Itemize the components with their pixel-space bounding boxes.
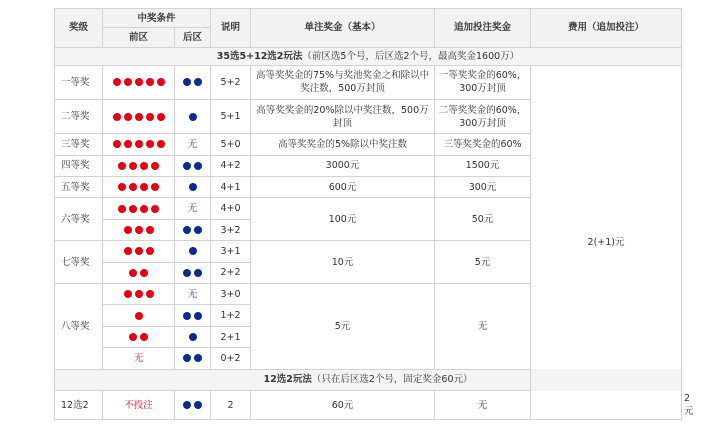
desc-cell: 1+2 xyxy=(211,305,251,326)
red-ball-icon xyxy=(129,269,137,277)
back-balls xyxy=(175,284,211,305)
level-cell: 八等奖 xyxy=(55,284,103,370)
extra-prize-cell: 二等奖奖金的60%，300万封顶 xyxy=(435,99,531,133)
desc-cell: 2+2 xyxy=(211,262,251,283)
front-balls xyxy=(103,348,175,369)
front-balls xyxy=(103,134,175,155)
red-ball-icon xyxy=(157,113,165,121)
front-balls xyxy=(103,198,175,219)
front-balls xyxy=(103,65,175,99)
level-cell: 二等奖 xyxy=(55,99,103,133)
blue-ball-icon xyxy=(183,162,191,170)
desc-cell: 2+1 xyxy=(211,326,251,347)
red-ball-icon xyxy=(157,140,165,148)
red-ball-icon xyxy=(129,162,137,170)
front-balls xyxy=(103,219,175,240)
desc-cell: 2 xyxy=(211,391,251,420)
red-ball-icon xyxy=(124,290,132,298)
header-level: 奖级 xyxy=(55,9,103,48)
desc-cell: 4+1 xyxy=(211,177,251,198)
desc-cell: 5+1 xyxy=(211,99,251,133)
section-title-1: 35选5+12选2玩法（前区选5个号，后区选2个号，最高奖金1600万） xyxy=(55,47,682,65)
desc-cell: 4+2 xyxy=(211,155,251,176)
none-label: 不投注 xyxy=(124,399,153,411)
red-ball-icon xyxy=(151,183,159,191)
front-balls xyxy=(103,284,175,305)
extra-prize-cell: 三等奖奖金的60% xyxy=(435,134,531,155)
level-cell: 七等奖 xyxy=(55,241,103,284)
red-ball-icon xyxy=(146,113,154,121)
back-balls xyxy=(175,326,211,347)
blue-ball-icon xyxy=(189,333,197,341)
red-ball-icon xyxy=(113,113,121,121)
red-ball-icon xyxy=(151,205,159,213)
level-cell: 五等奖 xyxy=(55,177,103,198)
blue-ball-icon xyxy=(183,226,191,234)
single-prize-cell: 60元 xyxy=(251,391,435,420)
blue-ball-icon xyxy=(183,312,191,320)
level-cell: 六等奖 xyxy=(55,198,103,241)
desc-cell: 3+0 xyxy=(211,284,251,305)
extra-prize-cell: 5元 xyxy=(435,241,531,284)
blue-ball-icon xyxy=(194,162,202,170)
red-ball-icon xyxy=(135,140,143,148)
level-cell: 三等奖 xyxy=(55,134,103,155)
red-ball-icon xyxy=(146,140,154,148)
blue-ball-icon xyxy=(183,401,191,409)
back-balls xyxy=(175,198,211,219)
red-ball-icon xyxy=(140,183,148,191)
front-balls xyxy=(103,177,175,198)
blue-ball-icon xyxy=(183,269,191,277)
extra-prize-cell: 无 xyxy=(435,284,531,370)
red-ball-icon xyxy=(118,205,126,213)
back-balls xyxy=(175,305,211,326)
header-single: 单注奖金（基本） xyxy=(251,9,435,48)
blue-ball-icon xyxy=(189,113,197,121)
blue-ball-icon xyxy=(194,78,202,86)
red-ball-icon xyxy=(146,226,154,234)
prize-table xyxy=(54,8,694,420)
header-back: 后区 xyxy=(175,28,211,47)
red-ball-icon xyxy=(129,183,137,191)
back-balls xyxy=(175,219,211,240)
front-balls xyxy=(103,305,175,326)
header-front: 前区 xyxy=(103,28,175,47)
red-ball-icon xyxy=(135,312,143,320)
none-label: 无 xyxy=(187,138,198,150)
back-balls xyxy=(175,241,211,262)
red-ball-icon xyxy=(124,247,132,255)
desc-cell: 0+2 xyxy=(211,348,251,369)
extra-prize-cell: 一等奖奖金的60%，300万封顶 xyxy=(435,65,531,99)
front-balls xyxy=(103,99,175,133)
red-ball-icon xyxy=(124,113,132,121)
extra-prize-cell: 300元 xyxy=(435,177,531,198)
front-balls xyxy=(103,155,175,176)
extra-prize-cell: 50元 xyxy=(435,198,531,241)
red-ball-icon xyxy=(135,226,143,234)
header-condition: 中奖条件 xyxy=(103,9,211,28)
red-ball-icon xyxy=(140,205,148,213)
fee-cell: 2(+1)元 xyxy=(531,65,682,419)
blue-ball-icon xyxy=(183,354,191,362)
blue-ball-icon xyxy=(194,354,202,362)
back-balls xyxy=(175,155,211,176)
table-row: 12选2 不投注 2 60元 无 2元 xyxy=(55,391,682,420)
extra-prize-cell: 无 xyxy=(435,391,531,420)
header-extra: 追加投注奖金 xyxy=(435,9,531,48)
single-prize-cell: 3000元 xyxy=(251,155,435,176)
single-prize-cell: 高等奖奖金的20%除以中奖注数，500万封顶 xyxy=(251,99,435,133)
desc-cell: 4+0 xyxy=(211,198,251,219)
red-ball-icon xyxy=(113,140,121,148)
header-fee: 费用（追加投注） xyxy=(531,9,682,48)
front-balls xyxy=(103,391,175,420)
red-ball-icon xyxy=(157,78,165,86)
blue-ball-icon xyxy=(183,78,191,86)
table-row xyxy=(55,65,682,99)
extra-prize-cell: 1500元 xyxy=(435,155,531,176)
desc-cell: 5+0 xyxy=(211,134,251,155)
level-cell: 12选2 xyxy=(55,391,103,420)
red-ball-icon xyxy=(118,183,126,191)
back-balls xyxy=(175,262,211,283)
front-balls xyxy=(103,262,175,283)
red-ball-icon xyxy=(146,247,154,255)
red-ball-icon xyxy=(118,162,126,170)
red-ball-icon xyxy=(140,269,148,277)
red-ball-icon xyxy=(124,140,132,148)
red-ball-icon xyxy=(135,113,143,121)
blue-ball-icon xyxy=(189,183,197,191)
red-ball-icon xyxy=(151,162,159,170)
back-balls xyxy=(175,134,211,155)
red-ball-icon xyxy=(124,78,132,86)
none-label: 无 xyxy=(187,203,198,215)
none-label: 无 xyxy=(187,288,198,300)
red-ball-icon xyxy=(113,78,121,86)
red-ball-icon xyxy=(129,205,137,213)
red-ball-icon xyxy=(135,247,143,255)
single-prize-cell: 100元 xyxy=(251,198,435,241)
back-balls xyxy=(175,391,211,420)
red-ball-icon xyxy=(124,226,132,234)
back-balls xyxy=(175,348,211,369)
blue-ball-icon xyxy=(194,269,202,277)
single-prize-cell: 高等奖奖金的5%除以中奖注数 xyxy=(251,134,435,155)
front-balls xyxy=(103,326,175,347)
red-ball-icon xyxy=(140,333,148,341)
desc-cell: 5+2 xyxy=(211,65,251,99)
back-balls xyxy=(175,65,211,99)
front-balls xyxy=(103,241,175,262)
blue-ball-icon xyxy=(194,401,202,409)
desc-cell: 3+1 xyxy=(211,241,251,262)
back-balls xyxy=(175,177,211,198)
none-label: 无 xyxy=(133,352,144,364)
level-cell: 一等奖 xyxy=(55,65,103,99)
level-cell: 四等奖 xyxy=(55,155,103,176)
blue-ball-icon xyxy=(194,226,202,234)
blue-ball-icon xyxy=(189,247,197,255)
section-title-2: 12选2玩法（只在后区选2个号，固定奖金60元） xyxy=(55,369,682,390)
desc-cell: 3+2 xyxy=(211,219,251,240)
red-ball-icon xyxy=(146,290,154,298)
single-prize-cell: 高等奖奖金的75%与奖池奖金之和除以中奖注数，500万封顶 xyxy=(251,65,435,99)
red-ball-icon xyxy=(135,78,143,86)
back-balls xyxy=(175,99,211,133)
single-prize-cell: 600元 xyxy=(251,177,435,198)
single-prize-cell: 5元 xyxy=(251,284,435,370)
red-ball-icon xyxy=(140,162,148,170)
red-ball-icon xyxy=(146,78,154,86)
red-ball-icon xyxy=(129,333,137,341)
single-prize-cell: 10元 xyxy=(251,241,435,284)
header-desc: 说明 xyxy=(211,9,251,48)
red-ball-icon xyxy=(135,290,143,298)
blue-ball-icon xyxy=(194,312,202,320)
